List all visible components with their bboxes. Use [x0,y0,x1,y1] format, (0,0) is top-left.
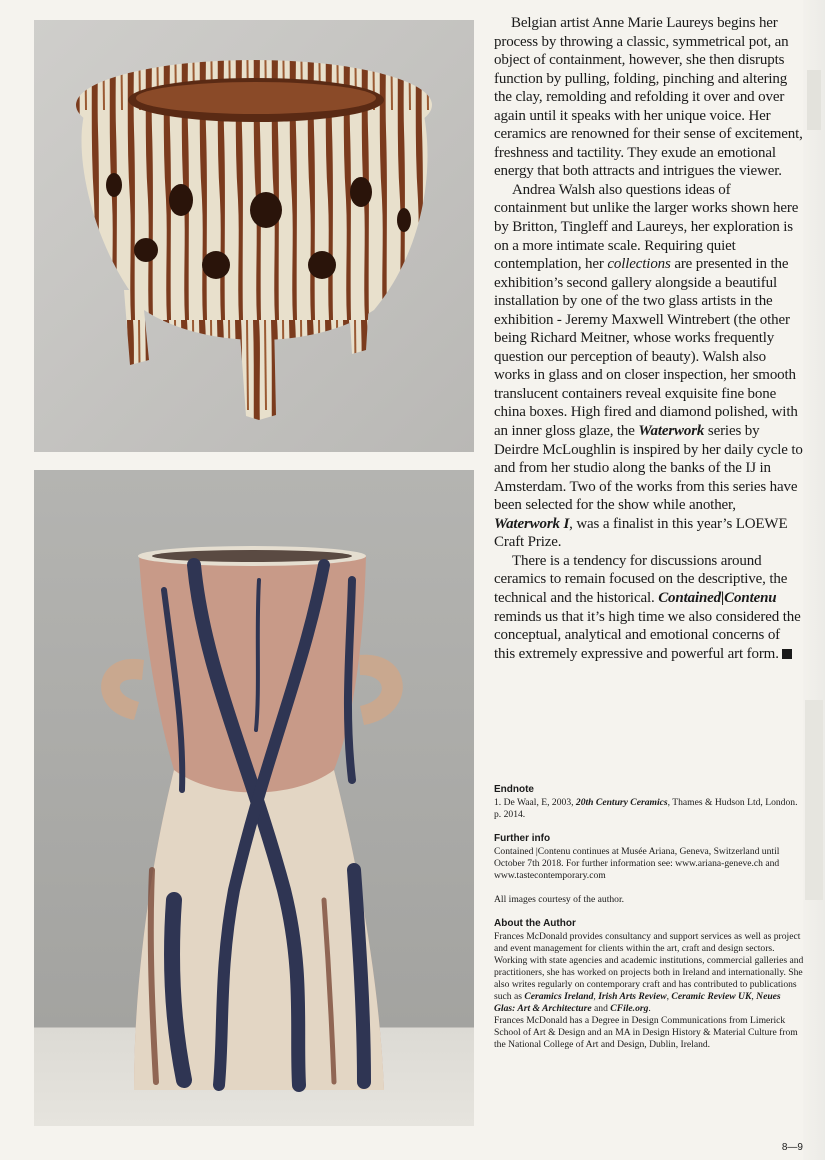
text-run: reminds us that it’s high time we also considered the conceptual, analytical and emotional concerns of this extremely expressive and powerful art form. [494,608,801,662]
about-paragraph [494,931,804,955]
text-run: series by Deirdre McLoughlin is inspired by her daily cycle to and from her studio along the banks of the IJ in Amsterdam. Two of the works from this series have been selected for the show while another, [494,423,803,514]
endnote-block [494,784,804,821]
article-paragraph [494,14,804,181]
emphasized-text: Ceramics Ireland [524,991,594,1002]
text-run: . [648,1003,651,1014]
about-author-heading: About the Author [494,918,576,929]
photo-tall-vase [34,470,474,1126]
page-edge-bleed [803,0,825,1160]
text-run: Frances McDonald provides consultancy and support services as well as project and event management for clients within the art, craft and design sectors. [494,931,801,954]
further-info-heading: Further info [494,833,551,844]
emphasized-text: Contained|Contenu [658,589,777,606]
emphasized-text: Neues Glas: Art & Architecture [494,991,781,1014]
text-run: , was a finalist in this year’s LOEWE Craft Prize. [494,515,788,551]
text-run: , [666,991,672,1002]
photo-perforated-bowl [34,20,474,452]
text-run: Andrea Walsh also questions ideas of containment but unlike the larger works shown here by Britton, Tingleff and Laureys, her exploration is on a more intimate scale. Requiring quiet contemplation, her [494,181,799,273]
text-run: Frances McDonald has a Degree in Design Communications from Limerick School of Art & Design and an MA in Design History & Material Culture from the National College of Art and Design, Dublin, Ireland. [494,1015,798,1050]
about-author-block [494,918,804,1051]
text-run: , Thames & Hudson Ltd, London. p. 2014. [494,797,798,820]
bleed-mark [807,70,821,130]
bleed-mark [805,700,823,900]
emphasized-text: CFile.org [610,1003,649,1014]
article-paragraph [494,552,804,663]
text-run: Belgian artist Anne Marie Laureys begins her process by throwing a classic, symmetrical pot, an object of containment, however, she then disrupts function by pulling, folding, pinching and altering the clay, remolding and refolding it over and over again until it speaks with her unique voice. Her ceramics are renowned for their sense of excitement, freshness and tactility. They exude an emotional energy that both attracts and intrigues the viewer. [494,15,803,180]
text-run: , [751,991,757,1002]
endnote-heading: Endnote [494,784,534,795]
image-credit: All images courtesy of the author. [494,894,625,905]
emphasized-text: Waterwork I [494,515,570,532]
further-info-text: Contained |Contenu continues at Musée Ariana, Geneva, Switzerland until October 7th 2018. For further information see: www.ariana-geneve.ch and www.tastecontemporary.com [494,846,780,881]
emphasized-text: Irish Arts Review [598,991,667,1002]
article-body [494,14,804,663]
text-run: There is a tendency for discussions around ceramics to remain focused on the descriptive, the technical and the historical. [494,552,788,606]
page-number: 8—9 [781,1142,803,1153]
image-credit-block [494,894,804,906]
about-paragraph [494,955,804,1015]
end-of-article-mark [782,649,792,659]
about-author-text [494,931,804,1051]
about-paragraph [494,1015,804,1051]
article-paragraph [494,181,804,552]
further-info-block [494,833,804,882]
endnote-text [494,797,804,821]
bowl-illustration [34,20,474,452]
vase-illustration [34,470,474,1126]
emphasized-text: 20th Century Ceramics [575,797,668,808]
emphasized-text: Waterwork [638,423,705,440]
emphasized-text: collections [607,256,671,273]
text-run: 1. De Waal, E, 2003, [494,797,576,808]
text-run: Working with state agencies and academic institutions, commercial galleries and practitioners, she has worked on projects both in Ireland and internationally. She also writes regularly on contemporary craft and has contributed to publications such as [494,955,804,1002]
notes-section [494,784,804,1063]
text-run: , [593,991,599,1002]
text-run: are presented in the exhibition’s second gallery alongside a beautiful installation by one of the two glass artists in the exhibition - Jeremy Maxwell Wintrebert (the other being Richard Meitner, whose works frequently question our perception of beauty). Walsh also works in glass and on closer inspection, her smooth translucent containers reveal exquisite fine bone china boxes. High fired and diamond polished, with an inner gloss glaze, the [494,256,798,440]
emphasized-text: Ceramic Review UK [671,991,752,1002]
text-run: and [591,1003,611,1014]
